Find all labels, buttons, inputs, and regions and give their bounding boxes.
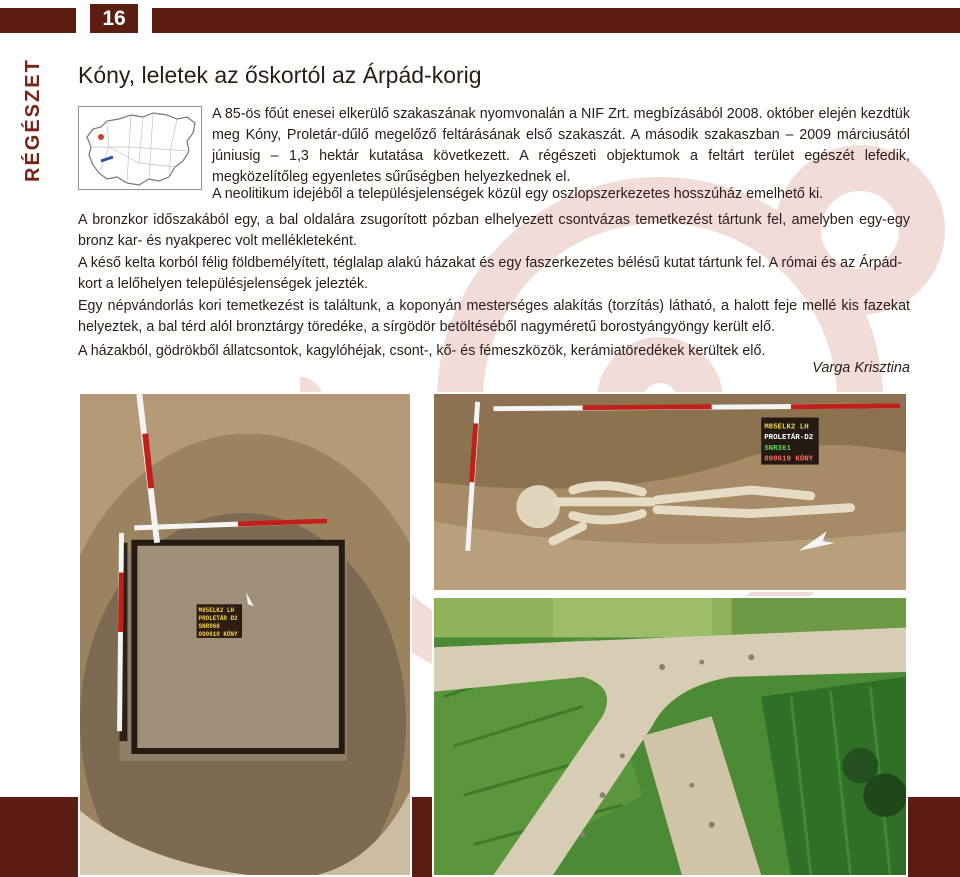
author-name: Varga Krisztina [812,360,910,376]
pit-card-line-4: 090610 KÓNY [198,630,238,638]
paragraph-celtic: A késő kelta korból félig földbemélyített, téglalap alakú házakat és egy faszerkezetes bélésű kutat tártunk fel. A római és az Árpád-kort a lelőhelyen településjelenségek jelezték. [78,255,903,292]
skeleton-card-line-2: PROLETÁR-D2 [764,434,814,443]
paragraph-finds: A házakból, gödrökből állatcsontok, kagylóhéjak, csont-, kő- és fémeszközök, kerámiatöredékek kerültek elő. [78,343,766,359]
paragraph-migration-period: Egy népvándorlás kori temetkezést is találtunk, a koponyán mesterséges alakítás (torzítás) látható, a halott feje mellé kis fazekat helyeztek, a bal térd alól bronztárgy töredéke, a sírgödör betöltéséből nagyméretű borostyángyöngy került elő. [78,298,910,335]
paragraph-bronze-age: A bronzkor időszakából egy, a bal oldalára zsugorított pózban elhelyezett csontvázas temetkezést tártunk fel, amelyben egy-egy bronz kar- és nyakperec volt mellékleteként. [78,212,910,249]
top-band-left [0,8,76,33]
hungary-location-map [78,106,202,190]
skeleton-card-line-3: SNR361 [764,444,791,453]
top-bar [0,0,960,33]
paragraph-intro: A 85-ös főút enesei elkerülő szakaszának nyomvonalán a NIF Zrt. megbízásából 2008. október elején kezdtük meg Kóny, Proletár-dűlő megelőző feltárásának első szakaszát. A második szakaszban – 2009 márciusától júniusig – 1,3 hektár kutatása következett. A régészeti objektumok a feltárt terület egészét lefedik, megközelítőleg egyenletes sűrűségben helyezkednek el. [212,106,910,185]
section-label: RÉGÉSZET [22,58,44,182]
top-band-right [152,8,960,33]
skeleton-card-line-4: 090619 KÓNY [764,455,814,464]
photo-well-pit [78,392,412,877]
pit-card-line-2: PROLETÁR D2 [198,615,238,623]
page-number: 16 [90,4,138,33]
pit-card-line-3: SNR068 [198,623,220,631]
paragraph-neolithic: A neolitikum idejéből a településjelenségek közül egy oszlopszerkezetes hosszúház emelhető ki. [212,186,824,202]
photo-aerial-site [432,596,908,877]
pit-card-line-1: M85ELK2 LH [198,607,235,615]
photo-skeleton-burial [432,392,908,592]
article-title: Kóny, leletek az őskortól az Árpád-korig [78,62,482,88]
skeleton-card-line-1: M85ELK2 LH [764,423,809,432]
